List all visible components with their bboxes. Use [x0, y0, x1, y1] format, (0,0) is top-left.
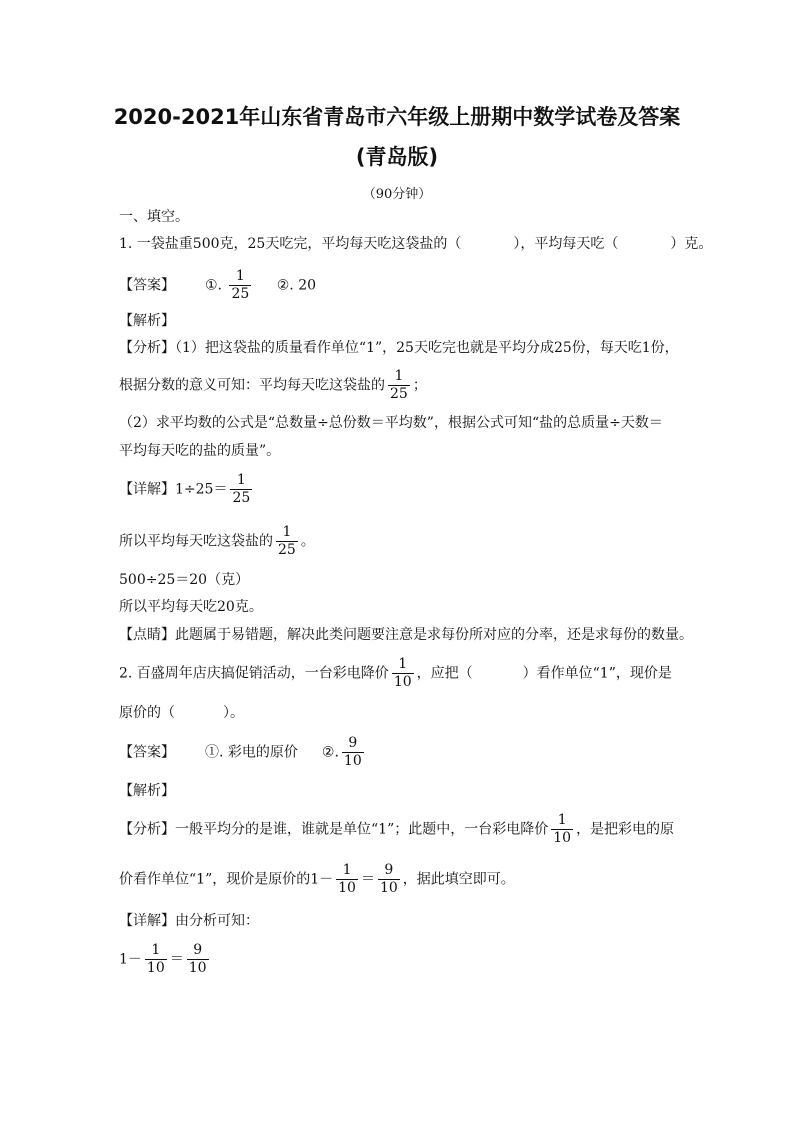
q1-answer-row	[119, 268, 316, 303]
q1-analysis-line-4: 平均每天吃的盐的质量”。	[119, 443, 281, 459]
q1-text-c: ）克。	[670, 236, 713, 252]
section-heading: 一、填空。	[119, 209, 189, 225]
q1-analysis-line-2	[119, 368, 427, 403]
q2-text-d: 原价的（	[119, 705, 175, 721]
q2-answer-2-fraction: $\frac{9}{10}$	[343, 735, 362, 769]
document-title-line-2: (青岛版)	[355, 145, 439, 169]
q1-text-b: ），平均每天吃（	[513, 236, 619, 252]
question-1-text	[119, 234, 712, 254]
q2-text-a: 2. 百盛周年店庆搞促销活动，一台彩电降价	[119, 665, 389, 682]
q1-conclusion-1	[119, 524, 315, 559]
q2-jiexi-heading: 【解析】	[119, 783, 175, 799]
q2-equation	[119, 942, 212, 977]
q1-analysis-line-1: 【分析】（1）把这袋盐的质量看作单位“1”，25天吃完也就是平均分成25份，每天吃1份，	[119, 340, 679, 356]
q1-analysis-line-3: （2）求平均数的公式是“总数量÷总份数＝平均数”，根据公式可知“盐的总质量÷天数＝	[119, 415, 663, 431]
q1-answer-2-marker: ②.	[276, 277, 294, 294]
q1-text-a: 1. 一袋盐重500克，25天吃完，平均每天吃这袋盐的（	[119, 236, 462, 252]
q1-detail-text: 【详解】1÷25＝	[119, 481, 228, 498]
q1-detail-row	[119, 472, 255, 507]
question-2-text	[119, 656, 672, 691]
q2-text-c: ）看作单位“1”，现价是	[522, 665, 672, 682]
q2-answer-1: ①. 彩电的原价	[205, 744, 298, 761]
q2-analysis-line-2-end: ，据此填空即可。	[402, 871, 515, 888]
q2-text-b: ，应把（	[416, 665, 473, 682]
q1-answer-2-value: 20	[298, 277, 317, 294]
q2-analysis-fraction-2: $\frac{9}{10}$	[379, 862, 398, 896]
q2-detail-heading: 【详解】由分析可知：	[119, 913, 259, 929]
q1-analysis-line-2-text: 根据分数的意义可知：平均每天吃这袋盐的	[119, 377, 385, 394]
q2-analysis-equals: ＝	[360, 871, 375, 888]
q2-equation-start: 1－	[119, 951, 142, 968]
q1-conclusion-2: 所以平均每天吃20克。	[119, 599, 263, 615]
q1-calculation: 500÷25＝20（克）	[119, 572, 250, 588]
q1-jiexi-heading: 【解析】	[119, 313, 175, 329]
q1-analysis-line-2-end: ；	[412, 377, 427, 394]
q2-text-e: ）。	[223, 705, 244, 721]
q2-analysis-fraction-1: $\frac{1}{10}$	[338, 862, 356, 896]
q1-answer-1-fraction: $\frac{1}{25}$	[231, 268, 250, 302]
q2-answer-row	[119, 735, 367, 770]
question-2-text-line-2	[119, 703, 244, 723]
q1-analysis-fraction: $\frac{1}{25}$	[390, 368, 408, 402]
q2-answer-label: 【答案】	[119, 744, 175, 761]
q1-conclusion-fraction: $\frac{1}{25}$	[278, 524, 296, 558]
q2-equation-fraction-1: $\frac{1}{10}$	[146, 942, 165, 976]
q2-analysis-line-2	[119, 862, 515, 897]
exam-duration: （90分钟）	[362, 187, 432, 202]
q1-detail-fraction: $\frac{1}{25}$	[232, 472, 251, 506]
q2-analysis-text-a: 【分析】一般平均分的是谁，谁就是单位“1”；此题中，一台彩电降价	[119, 821, 549, 838]
q2-analysis-line-2-text: 价看作单位“1”，现价是原价的1－	[119, 871, 334, 888]
q1-remark: 【点睛】此题属于易错题，解决此类问题要注意是求每份所对应的分率，还是求每份的数量。	[119, 627, 693, 643]
q1-answer-1-marker: ①.	[205, 277, 223, 294]
q2-analysis-fraction: $\frac{1}{10}$	[553, 812, 572, 846]
q2-analysis-line-1	[119, 812, 674, 847]
q1-conclusion-1-end: 。	[300, 533, 315, 550]
q2-equation-fraction-2: $\frac{9}{10}$	[188, 942, 207, 976]
q2-analysis-text-b: ，是把彩电的原	[576, 821, 675, 838]
q1-conclusion-1-text: 所以平均每天吃这袋盐的	[119, 533, 273, 550]
q2-equation-equals: ＝	[169, 951, 184, 968]
document-title-line-1: 2020-2021年山东省青岛市六年级上册期中数学试卷及答案	[113, 105, 681, 129]
q1-answer-label: 【答案】	[119, 277, 175, 294]
q2-answer-2-marker: ②.	[321, 744, 339, 761]
q2-question-fraction: $\frac{1}{10}$	[393, 656, 412, 690]
